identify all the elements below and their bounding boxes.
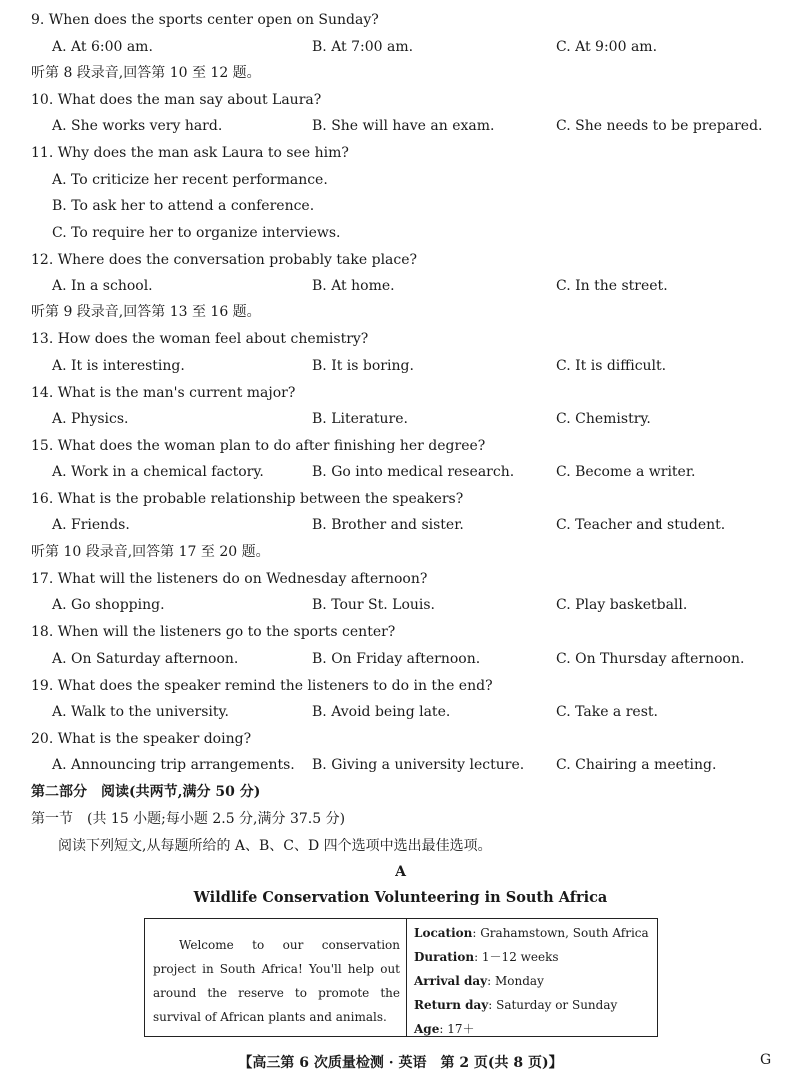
question-17-option-b: B. Tour St. Louis. [312,597,435,613]
question-20-option-b: B. Giving a university lecture. [312,757,525,773]
question-11-option-c: C. To require her to organize interviews. [52,225,341,241]
question-13: 13. How does the woman feel about chemistry? [31,331,369,347]
info-details-cell [407,919,657,1036]
question-18: 18. When will the listeners go to the sports center? [31,624,396,640]
question-11: 11. Why does the man ask Laura to see him? [31,145,349,161]
question-11-option-a: A. To criticize her recent performance. [52,172,328,188]
question-19-option-b: B. Avoid being late. [312,704,451,720]
passage-title: Wildlife Conservation Volunteering in South Africa [193,889,608,906]
question-19-option-a: A. Walk to the university. [52,704,230,720]
question-10-option-a: A. She works very hard. [52,118,223,134]
question-14: 14. What is the man's current major? [31,385,296,401]
question-13-option-b: B. It is boring. [312,358,414,374]
question-10-option-c: C. She needs to be prepared. [556,118,763,134]
question-14-option-a: A. Physics. [52,411,129,427]
question-16: 16. What is the probable relationship between the speakers? [31,491,464,507]
question-17: 17. What will the listeners do on Wednesday afternoon? [31,571,428,587]
detail-duration: Duration: 1－12 weeks [414,950,559,964]
reading-instruction: 阅读下列短文,从每题所给的 A、B、C、D 四个选项中选出最佳选项。 [58,838,492,854]
question-20-option-c: C. Chairing a meeting. [556,757,717,773]
passage-letter: A [395,864,406,880]
question-9-option-a: A. At 6:00 am. [52,39,153,55]
part-2-heading: 第二部分 阅读(共两节,满分 50 分) [31,784,261,800]
question-18-option-c: C. On Thursday afternoon. [556,651,745,667]
info-intro-cell [145,919,407,1036]
section-10-instruction: 听第 10 段录音,回答第 17 至 20 题。 [31,544,270,560]
question-14-option-b: B. Literature. [312,411,408,427]
question-20-option-a: A. Announcing trip arrangements. [52,757,295,773]
question-12: 12. Where does the conversation probably take place? [31,252,418,268]
section-1-heading: 第一节 (共 15 小题;每小题 2.5 分,满分 37.5 分) [31,811,346,827]
question-9-option-b: B. At 7:00 am. [312,39,414,55]
info-intro-text: Welcome to our conservation project in South Africa! You'll help out around the reserve to promote the survival of African plants and animals. [153,938,400,1024]
footer-mark: G [760,1052,772,1068]
question-15: 15. What does the woman plan to do after finishing her degree? [31,438,486,454]
question-17-option-c: C. Play basketball. [556,597,688,613]
question-10: 10. What does the man say about Laura? [31,92,322,108]
question-18-option-b: B. On Friday afternoon. [312,651,481,667]
question-18-option-a: A. On Saturday afternoon. [52,651,239,667]
info-table [144,918,658,1037]
question-9-option-c: C. At 9:00 am. [556,39,658,55]
detail-arrival-day: Arrival day: Monday [414,974,544,988]
question-15-option-b: B. Go into medical research. [312,464,515,480]
question-12-option-a: A. In a school. [52,278,153,294]
question-15-option-a: A. Work in a chemical factory. [52,464,264,480]
question-19-option-c: C. Take a rest. [556,704,658,720]
question-16-option-c: C. Teacher and student. [556,517,726,533]
detail-return-day: Return day: Saturday or Sunday [414,998,618,1012]
question-12-option-c: C. In the street. [556,278,668,294]
question-13-option-c: C. It is difficult. [556,358,667,374]
question-9: 9. When does the sports center open on Sunday? [31,12,379,28]
question-17-option-a: A. Go shopping. [52,597,165,613]
question-13-option-a: A. It is interesting. [52,358,185,374]
question-16-option-b: B. Brother and sister. [312,517,464,533]
question-19: 19. What does the speaker remind the listeners to do in the end? [31,678,493,694]
section-8-instruction: 听第 8 段录音,回答第 10 至 12 题。 [31,65,261,81]
page-footer: 【高三第 6 次质量检测 · 英语 第 2 页(共 8 页)】 [238,1055,563,1071]
section-9-instruction: 听第 9 段录音,回答第 13 至 16 题。 [31,304,261,320]
question-20: 20. What is the speaker doing? [31,731,252,747]
detail-age: Age: 17＋ [414,1022,475,1036]
question-11-option-b: B. To ask her to attend a conference. [52,198,315,214]
detail-location: Location: Grahamstown, South Africa [414,926,649,940]
question-16-option-a: A. Friends. [52,517,130,533]
question-14-option-c: C. Chemistry. [556,411,651,427]
question-10-option-b: B. She will have an exam. [312,118,495,134]
question-15-option-c: C. Become a writer. [556,464,696,480]
question-12-option-b: B. At home. [312,278,395,294]
